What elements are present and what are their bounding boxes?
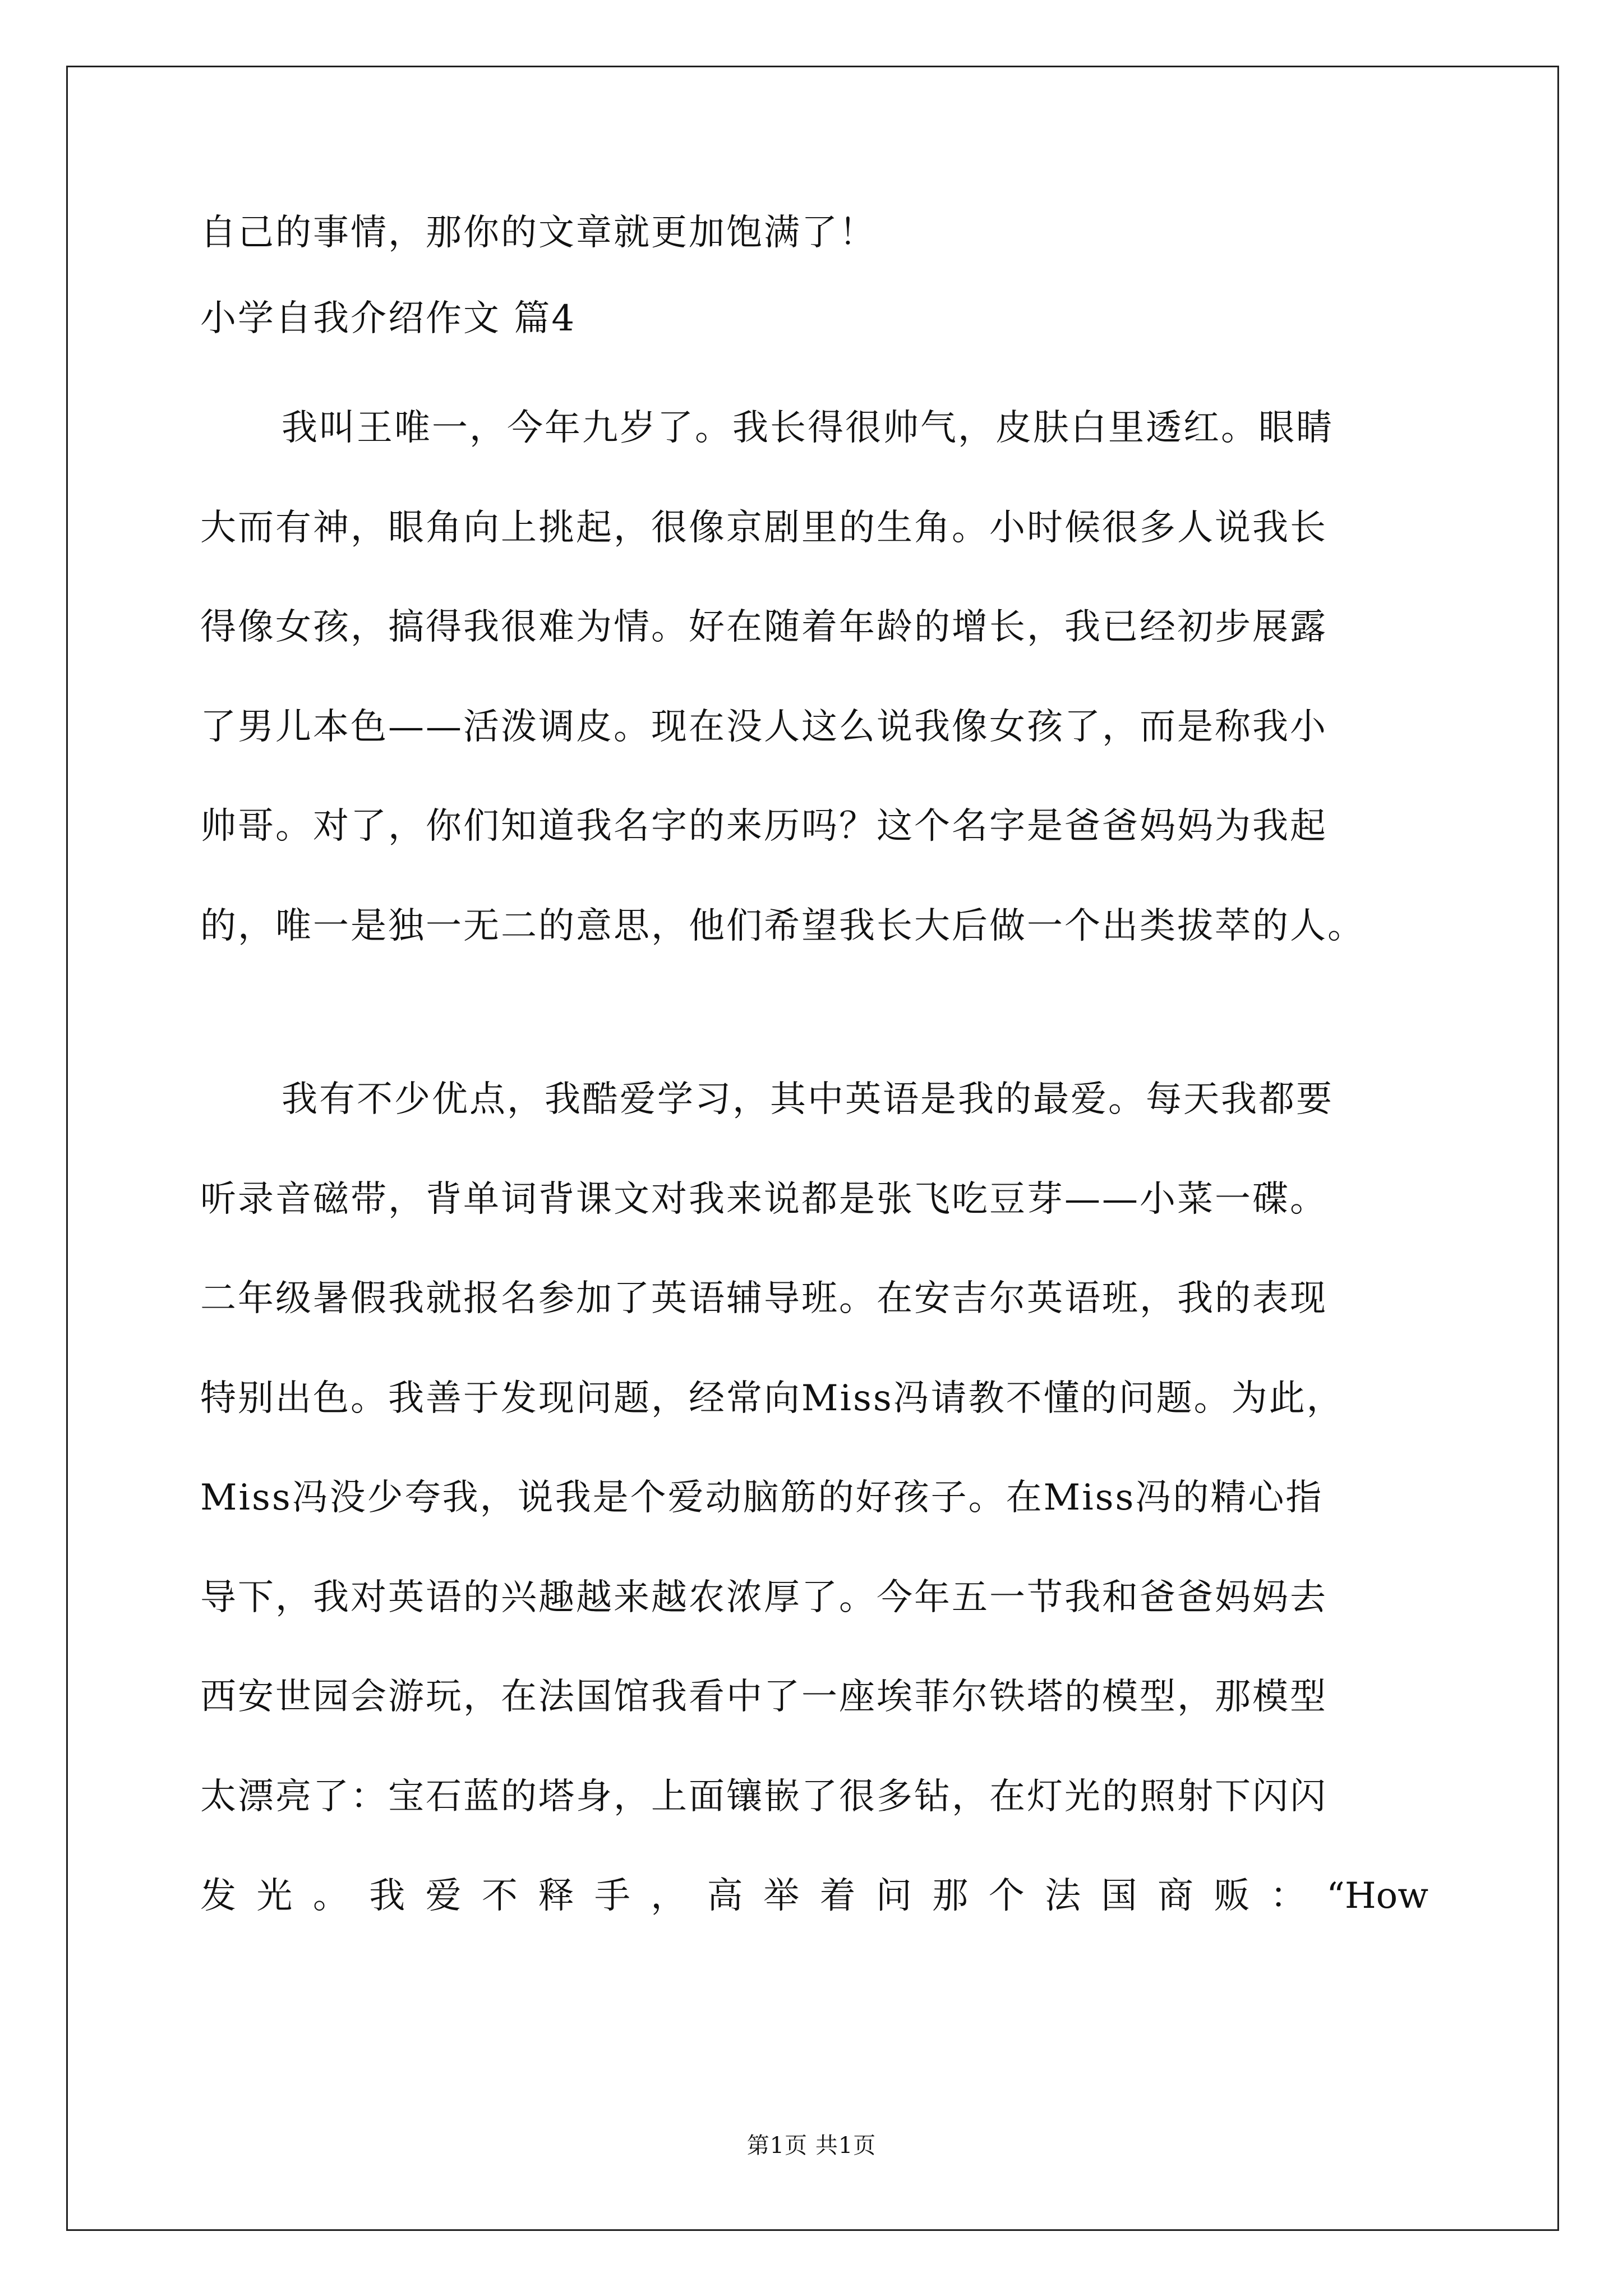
text-token: 贩	[1214, 1875, 1250, 1917]
text-token: 发	[200, 1875, 236, 1917]
text-token: 高	[707, 1875, 743, 1917]
text-line: 二年级暑假我就报名参加了英语辅导班。在安吉尔英语班，我的表现	[200, 1278, 1327, 1319]
text-line: 我有不少优点，我酷爱学习，其中英语是我的最爱。每天我都要	[282, 1079, 1334, 1120]
text-token: ，	[651, 1875, 687, 1917]
text-line: 导下，我对英语的兴趣越来越农浓厚了。今年五一节我和爸爸妈妈去	[200, 1577, 1327, 1618]
text-token: 法	[1045, 1875, 1081, 1917]
text-token: 不	[482, 1875, 518, 1917]
text-token: 释	[538, 1875, 574, 1917]
text-line: Miss冯没少夸我，说我是个爱动脑筋的好孩子。在Miss冯的精心指	[200, 1477, 1324, 1519]
text-token: 。	[312, 1875, 349, 1917]
text-token: 我	[369, 1875, 405, 1917]
text-token: “How	[1326, 1875, 1428, 1917]
text-token: 商	[1157, 1875, 1193, 1917]
text-line: 太漂亮了：宝石蓝的塔身，上面镶嵌了很多钻，在灯光的照射下闪闪	[200, 1776, 1327, 1818]
text-line: 大而有神，眼角向上挑起，很像京剧里的生角。小时候很多人说我长	[200, 507, 1327, 549]
text-line: 特别出色。我善于发现问题，经常向Miss冯请教不懂的问题。为此，	[200, 1378, 1344, 1419]
text-line: 我叫王唯一，今年九岁了。我长得很帅气，皮肤白里透红。眼睛	[282, 407, 1334, 449]
text-token: 个	[988, 1875, 1025, 1917]
text-line: 的，唯一是独一无二的意思，他们希望我长大后做一个出类拔萃的人。	[200, 905, 1365, 947]
text-line: 帅哥。对了，你们知道我名字的来历吗？这个名字是爸爸妈妈为我起	[200, 806, 1327, 847]
section-heading: 小学自我介绍作文 篇4	[200, 298, 577, 339]
text-token: 光	[256, 1875, 293, 1917]
text-token: 举	[763, 1875, 800, 1917]
text-token: 国	[1101, 1875, 1137, 1917]
text-line-justified	[200, 1871, 1428, 1921]
page-footer: 第1页 共1页	[746, 2133, 877, 2159]
text-line: 自己的事情，那你的文章就更加饱满了！	[200, 212, 877, 254]
text-token: 问	[875, 1875, 912, 1917]
text-line: 西安世园会游玩，在法国馆我看中了一座埃菲尔铁塔的模型，那模型	[200, 1676, 1327, 1718]
text-token: 着	[819, 1875, 856, 1917]
text-token: 手	[594, 1875, 630, 1917]
text-line: 得像女孩，搞得我很难为情。好在随着年龄的增长，我已经初步展露	[200, 606, 1327, 648]
text-line: 了男儿本色——活泼调皮。现在没人这么说我像女孩了，而是称我小	[200, 706, 1327, 748]
text-line: 听录音磁带，背单词背课文对我来说都是张飞吃豆芽——小菜一碟。	[200, 1179, 1327, 1220]
text-token: ：	[1270, 1875, 1306, 1917]
text-token: 那	[932, 1875, 969, 1917]
text-token: 爱	[425, 1875, 462, 1917]
